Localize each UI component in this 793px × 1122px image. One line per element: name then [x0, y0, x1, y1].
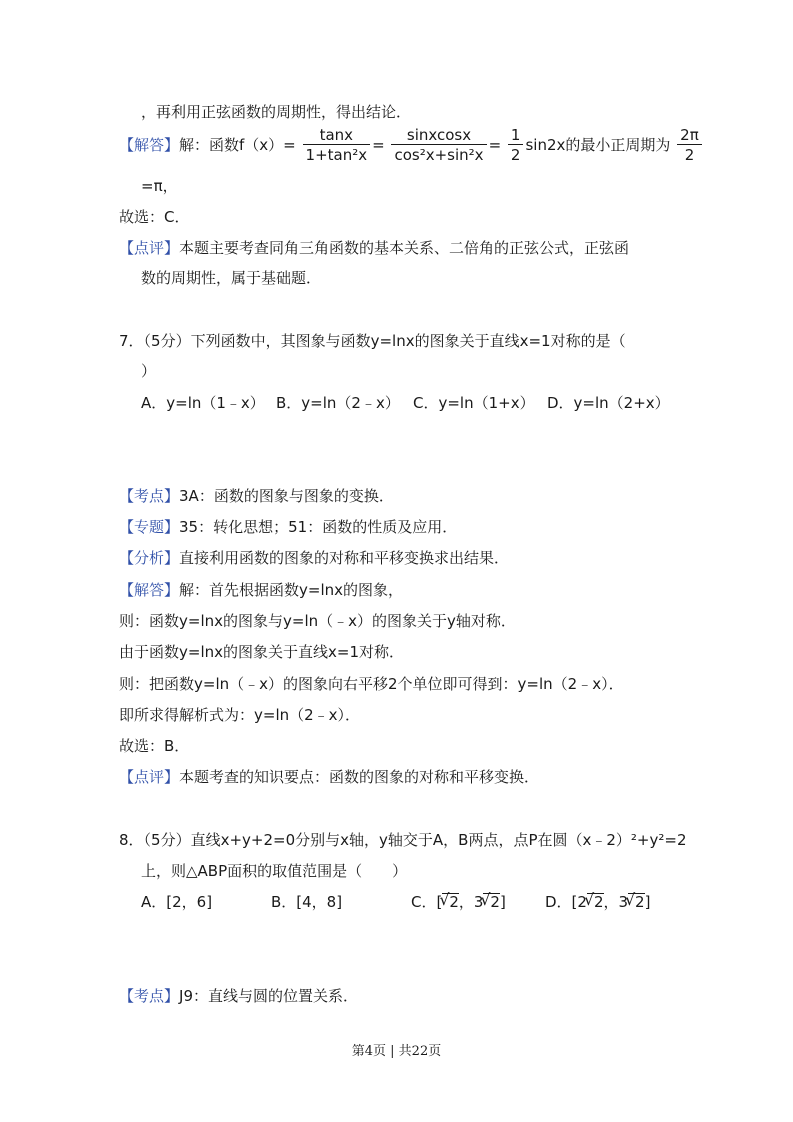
q7-solution-line-4: 即所求得解析式为：y=ln（2﹣x）． [119, 706, 361, 724]
q7-options [141, 393, 670, 413]
q6-continuation: ，再利用正弦函数的周期性，得出结论． [141, 103, 412, 121]
q6-choice: 故选：C． [119, 208, 190, 226]
q8-stem: 8．（5分）直线x+y+2=0分别与x轴，y轴交于A，B两点，点P在圆（x﹣2）²+y²=2 [119, 831, 687, 849]
fraction-denominator: 1+tan²x [305, 146, 368, 164]
q7-solution [119, 580, 403, 600]
q6-solution-line [119, 126, 704, 165]
q7-solution-line-1: 则：函数y=lnx的图象与y=ln（﹣x）的图象关于y轴对称． [119, 612, 516, 630]
q7-comment [119, 767, 539, 787]
q7-stem: 7．（5分）下列函数中，其图象与函数y=lnx的图象关于直线x=1对称的是（ [119, 332, 626, 350]
option-d: D．y=ln（2+x） [547, 394, 670, 412]
option-c: C．[√ 2，3√ 2] [411, 892, 545, 912]
point-tag: 【考点】 [119, 487, 180, 505]
q7-stem-close: ） [141, 362, 157, 380]
fraction-numerator: tanx [303, 126, 371, 145]
solution-tag: 【解答】 [119, 136, 180, 154]
option-c: C．y=ln（1+x） [413, 394, 535, 412]
comment-tag: 【点评】 [119, 239, 180, 257]
comment-tag: 【点评】 [119, 768, 180, 786]
equals-sign: = [372, 136, 385, 154]
q7-solution-line-3: 则：把函数y=ln（﹣x）的图象向右平移2个单位即可得到：y=ln（2﹣x）． [119, 675, 624, 693]
topic-tag: 【专题】 [119, 518, 180, 536]
option-a: A．y=ln（1﹣x） [141, 394, 265, 412]
q7-choice: 故选：B． [119, 737, 190, 755]
option-d: D．[2√ 2，3√ 2] [545, 892, 650, 912]
sqrt-symbol: √ 2 [587, 893, 604, 910]
comment-text: 本题考查的知识要点：函数的图象的对称和平移变换． [179, 768, 540, 786]
q6-result: =π， [141, 177, 178, 195]
fraction-denominator: cos²x+sin²x [394, 146, 484, 164]
analysis-text: 直接利用函数的图象的对称和平移变换求出结果． [179, 549, 510, 567]
sqrt-symbol: √ 2 [628, 893, 645, 910]
sqrt-symbol: √ 2 [442, 893, 459, 910]
solution-text: 解：首先根据函数y=lnx的图象， [179, 581, 404, 599]
page-footer: 第4页 | 共22页 [351, 1044, 442, 1059]
option-b: B．[4，8] [271, 893, 343, 911]
fraction-half [508, 126, 524, 165]
point-tag: 【考点】 [119, 987, 180, 1005]
fraction-numerator: 2π [677, 126, 702, 145]
option-a: A．[2，6] [141, 893, 213, 911]
fraction-numerator: 1 [508, 126, 524, 145]
q7-analysis [119, 548, 509, 568]
analysis-tag: 【分析】 [119, 549, 180, 567]
q7-topic [119, 517, 457, 537]
point-text: J9：直线与圆的位置关系． [179, 987, 358, 1005]
q6-comment-line-2: 数的周期性，属于基础题． [141, 269, 322, 287]
option-b: B．y=ln（2﹣x） [276, 394, 400, 412]
q8-point [119, 986, 358, 1006]
solution-text: sin2x的最小正周期为 [525, 136, 671, 154]
q6-comment-line [119, 238, 629, 258]
fraction-sincos [391, 126, 486, 165]
sqrt-symbol: √ 2 [483, 893, 500, 910]
fraction-denominator: 2 [510, 146, 521, 164]
solution-text: 解：函数f（x）= [179, 136, 296, 154]
q8-stem-2: 上，则△ABP面积的取值范围是（ ） [141, 862, 408, 880]
fraction-period [677, 126, 702, 165]
solution-tag: 【解答】 [119, 581, 180, 599]
q7-point [119, 486, 394, 506]
fraction-denominator: 2 [684, 146, 695, 164]
topic-text: 35：转化思想；51：函数的性质及应用． [179, 518, 458, 536]
equals-sign: = [488, 136, 502, 154]
fraction-tan [303, 126, 371, 165]
fraction-numerator: sinxcosx [391, 126, 486, 145]
point-text: 3A：函数的图象与图象的变换． [179, 487, 394, 505]
q8-options [141, 892, 650, 912]
q7-solution-line-2: 由于函数y=lnx的图象关于直线x=1对称． [119, 643, 404, 661]
comment-text: 本题主要考查同角三角函数的基本关系、二倍角的正弦公式，正弦函 [179, 239, 630, 257]
